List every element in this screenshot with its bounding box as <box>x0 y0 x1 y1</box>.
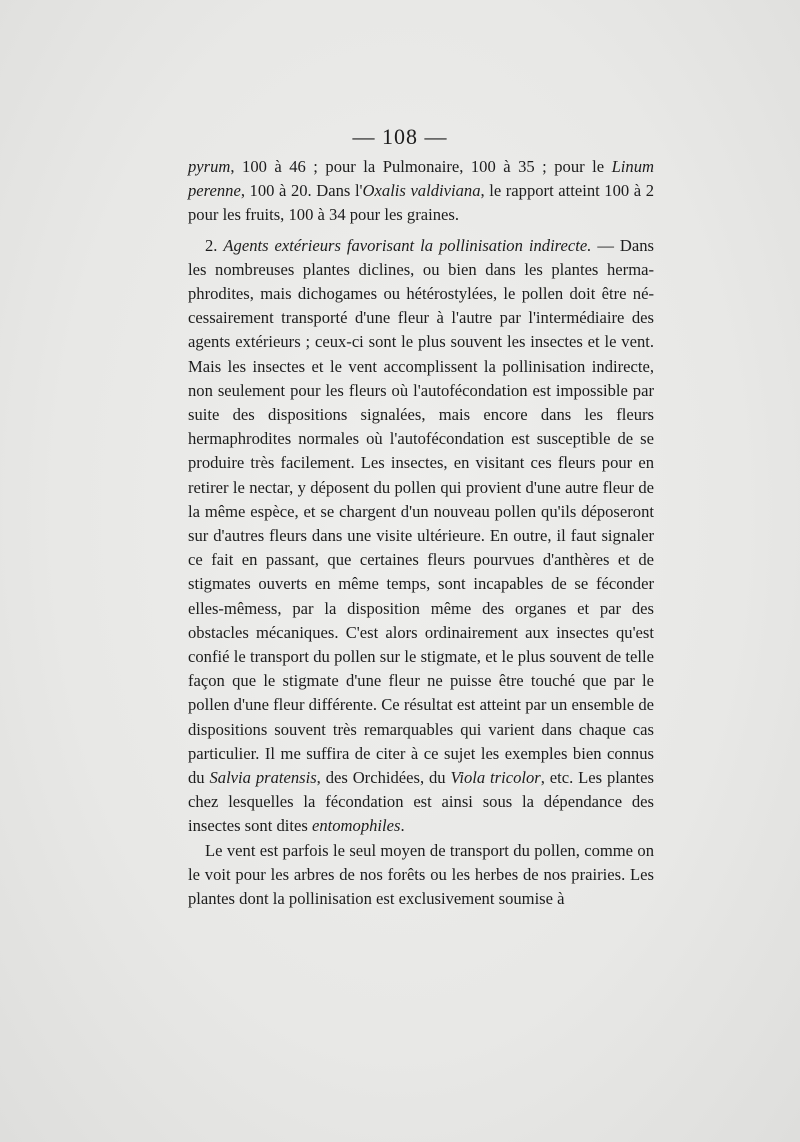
text-segment: — Dans les nombreuses plantes diclines, ou bien dans les plantes hermaphrodites, mais dichogames ou hétérostylées, le pollen doit être nécessairement transporté d'une fleur à l'autre par l'intermédiaire des agents extérieurs ; ceux-ci sont le plus souvent les insectes et le vent. Mais les insectes et le vent accomplissent la pollinisation indirecte, non seulement pour les fleurs où l'autofécondation est impossible par suite des dispositions signalées, mais encore dans les fleurs hermaphrodites normales où l'autofécondation est susceptible de se produire très facilement. Les insectes, en visitant ces fleurs pour en retirer le nectar, y déposent du pollen qui provient d'une autre fleur de la même espèce, et se chargent d'un nouveau pollen qu'ils déposeront sur d'autres fleurs dans une visite ultérieure. En outre, il faut signaler ce fait en passant, que certaines fleurs pourvues d'anthères et de stigmates ouverts en même temps, sont incapables de se féconder elles-mêmess, par la disposition même des organes et par des obstacles mécaniques. C'est alors ordinairement aux insectes qu'est confié le transport du pollen sur le stigmate, et le plus souvent de telle façon que le stigmate d'une fleur ne puisse être touché que par le pollen d'une fleur différente. Ce résultat est atteint par un ensemble de dispositions souvent très remarquables qui varient dans chaque cas particulier. Il me suffira de citer à ce sujet les exemples bien connus du <box>188 235 655 788</box>
text-segment: entomophiles <box>311 816 401 836</box>
paragraph-1 <box>188 155 654 228</box>
text-segment: Viola tricolor <box>450 768 541 788</box>
body-text <box>188 155 654 911</box>
text-segment: 2. <box>205 235 224 255</box>
text-segment: Linum perenne <box>188 157 654 201</box>
text-segment: Oxalis valdiviana <box>362 181 481 201</box>
text-segment: pyrum <box>188 157 231 176</box>
paragraph-3 <box>188 839 654 912</box>
text-segment: , des Orchidées, du <box>316 768 451 788</box>
text-segment: , le rapport atteint 100 à 2 pour les fruits, 100 à 34 pour les graines. <box>188 181 654 225</box>
text-segment: , 100 à 20. Dans l' <box>240 181 363 201</box>
text-segment: Le vent est parfois le seul moyen de transport du pollen, comme on le voit pour les arbres de nos forêts ou les herbes de nos prairies. Les plantes dont la pollinisation est exclusivement soumise à <box>188 840 654 909</box>
text-segment: . <box>400 816 405 836</box>
text-segment: , 100 à 46 ; pour la Pulmonaire, 100 à 35 ; pour le <box>230 157 612 176</box>
text-segment: , etc. Les plantes chez lesquelles la fécondation est ainsi sous la dépendance des insectes sont dites <box>188 768 654 836</box>
paragraph-2 <box>188 234 654 839</box>
text-segment: Salvia pratensis <box>209 768 317 788</box>
page-number: — 108 — <box>352 124 448 149</box>
section-heading: Agents extérieurs favorisant la pollinisation indirecte. <box>223 235 592 255</box>
